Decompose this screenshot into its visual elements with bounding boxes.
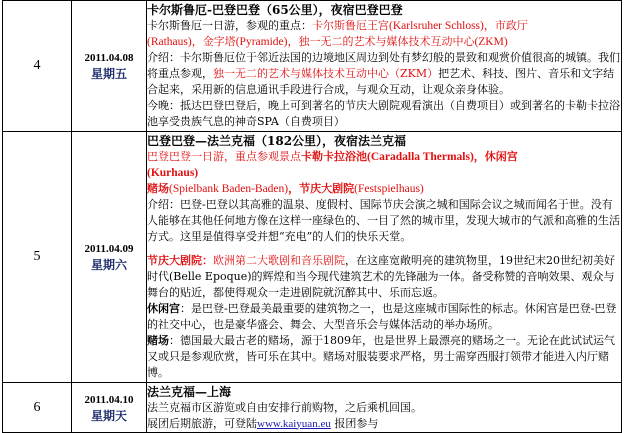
festspielhaus-paragraph: 节庆大剧院：欧洲第二大歌剧和音乐剧院，在这座宽敞明亮的建筑物里，19世纪末20世纪初美好时代(Belle Epoque)的辉煌和当今现代建筑艺术的先锋融为一体。备受称赞的音响效果、观众与舞台的贴近，都使得观众一走进剧院就沉醉其中、乐而忘返。 (147, 254, 615, 299)
weekday: 星期五 (90, 67, 127, 81)
spacer (147, 245, 621, 253)
weekday: 星期六 (90, 258, 127, 272)
sightseeing-line: (Kurhaus) (147, 167, 199, 179)
sightseeing-line: 卡尔斯鲁厄一日游，参观的重点：卡尔斯鲁厄王宫(Karlsruher Schloss)，市政厅 (147, 19, 528, 32)
signup-line: 展团后期旅游，可登陆www.kaiyuan.eu 报团参与 (147, 416, 379, 430)
sightseeing-line: 巴登巴登一日游，重点参观景点卡勒卡拉浴池(Caradalla Thermals)，休闲宫 (147, 150, 518, 163)
date: 2011.04.09 (84, 243, 134, 255)
date-cell (72, 1, 147, 132)
date: 2011.04.08 (84, 52, 134, 64)
intro-paragraph: 介绍：卡尔斯鲁厄位于邻近法国的边境地区周边到处有梦幻般的景致和观赏价值很高的城镇。我们将重点参观，独一无二的艺术与媒体技术互动中心（ZKM）把艺术、科技、图片、音乐和文字结合起来，采用新的信息通讯手段进行合成，与观众互动，让观众亲身体验。 (147, 51, 620, 96)
date: 2011.04.10 (84, 393, 134, 406)
day-number: 6 (3, 383, 72, 433)
day-title: 巴登巴登—法兰克福（182公里），夜宿法兰克福 (147, 134, 407, 148)
kaiyuan-link[interactable]: www.kaiyuan.eu (257, 417, 331, 430)
date-cell (72, 383, 147, 433)
day-number: 4 (3, 1, 72, 132)
itinerary-table (2, 0, 622, 433)
table-row (3, 132, 622, 383)
day-number: 5 (3, 132, 72, 383)
evening-paragraph: 今晚：抵达巴登巴登后，晚上可到著名的节庆大剧院观看演出（自费项目）或到著名的卡勒卡拉浴池享受贵族气息的神奇SPA（自费项目） (147, 99, 620, 128)
sightseeing-line: 赌场(Spielbank Baden-Baden)，节庆大剧院(Festspielhaus) (147, 182, 424, 195)
intro-paragraph: 介绍：巴登-巴登以其高雅的温泉、度假村、国际节庆会演之城和国际会议之城而闻名于世。没有人能够在其他任何地方像在这样一座绿色的、一目了然的城市里，发现大城市的气派和高雅的生活方式。这里是值得享受并想“充电”的人们的快乐天堂。 (147, 198, 620, 243)
day-details (147, 383, 622, 433)
weekday: 星期天 (90, 408, 127, 423)
day-details (147, 1, 622, 132)
day-title: 卡尔斯鲁厄-巴登巴登（65公里），夜宿巴登巴登 (147, 3, 403, 17)
day-title: 法兰克福—上海 (147, 384, 232, 399)
day-details (147, 132, 622, 383)
casino-paragraph: 赌场：德国最大最古老的赌场，源于1809年，也是世界上最漂亮的赌场之一。无论在此试试运气又或只是参观欣赏，皆可乐在其中。赌场对服装要求严格，男士需穿西服打领带才能进入内厅赌博。 (147, 334, 615, 379)
schedule-line: 法兰克福市区游览或自由安排行前购物，之后乘机回国。 (147, 400, 422, 414)
sightseeing-line: (Rathaus)，金字塔(Pyramide)，独一无二的艺术与媒体技术互动中心(ZKM) (147, 35, 508, 48)
table-row (3, 383, 622, 433)
date-cell (72, 132, 147, 383)
kurhaus-paragraph: 休闲宫：是巴登-巴登最美最重要的建筑物之一，也是这座城市国际性的标志。休闲宫是巴登-巴登的社交中心，也是豪华盛会、舞会、大型音乐会与媒体活动的举办场所。 (147, 302, 617, 331)
table-row (3, 1, 622, 132)
